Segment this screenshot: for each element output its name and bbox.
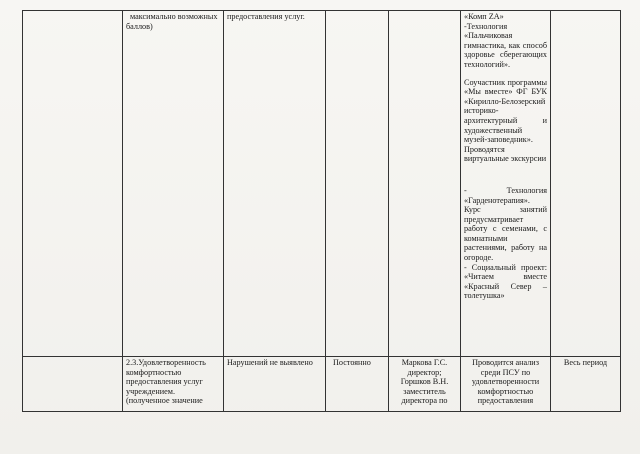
measure-paragraph: «Комп ZA»	[464, 12, 504, 21]
cell-measures	[461, 11, 551, 357]
measure-paragraph: - Социальный проект: «Читаем вместе «Красный Север – толетушка»	[464, 262, 547, 301]
responsible-text: Маркова Г.С. директор; Горшков В.Н. заместитель директора по	[400, 358, 449, 406]
cell-empty	[23, 357, 123, 412]
deadline-text: Весь период	[563, 358, 608, 367]
cell-criterion	[123, 357, 224, 412]
measure-text: Проводится анализ среди ПСУ по удовлетворенности комфортностью предоставления	[471, 358, 540, 406]
cell-empty	[23, 11, 123, 357]
cell-deadline	[551, 357, 621, 412]
criterion-text: максимально возможных баллов)	[126, 12, 218, 31]
cell-result	[224, 357, 326, 412]
cell-empty	[326, 11, 389, 357]
measure-paragraph: Соучастник программы «Мы вместе» ФГ БУК «Кирилло-Белозерский историко-архитектурный и художественный музей-заповедник». Проводятся виртуальные экскурсии	[464, 77, 547, 164]
report-table	[22, 10, 621, 412]
result-text: Нарушений не выявлено	[227, 358, 313, 367]
cell-measures	[461, 357, 551, 412]
criterion-text: 2.3.Удовлетворенность комфортностью предоставления услуг учреждением. (полученное значение	[126, 358, 206, 406]
cell-period	[326, 357, 389, 412]
cell-empty	[389, 11, 461, 357]
measure-paragraph: - Технология «Гарденотерапия». Курс занятий предусматривает работу с семенами, с комнатными растениями, работу на огороде.	[464, 185, 547, 263]
cell-responsible	[389, 357, 461, 412]
result-text: предоставления услуг.	[227, 12, 305, 21]
table-row	[23, 357, 621, 412]
cell-criterion	[123, 11, 224, 357]
table-row	[23, 11, 621, 357]
cell-empty	[551, 11, 621, 357]
cell-result	[224, 11, 326, 357]
period-text: Постоянно	[333, 358, 371, 367]
measure-paragraph: -Технология «Пальчиковая гимнастика, как способ здоровье сберегающих технологий».	[464, 21, 547, 69]
